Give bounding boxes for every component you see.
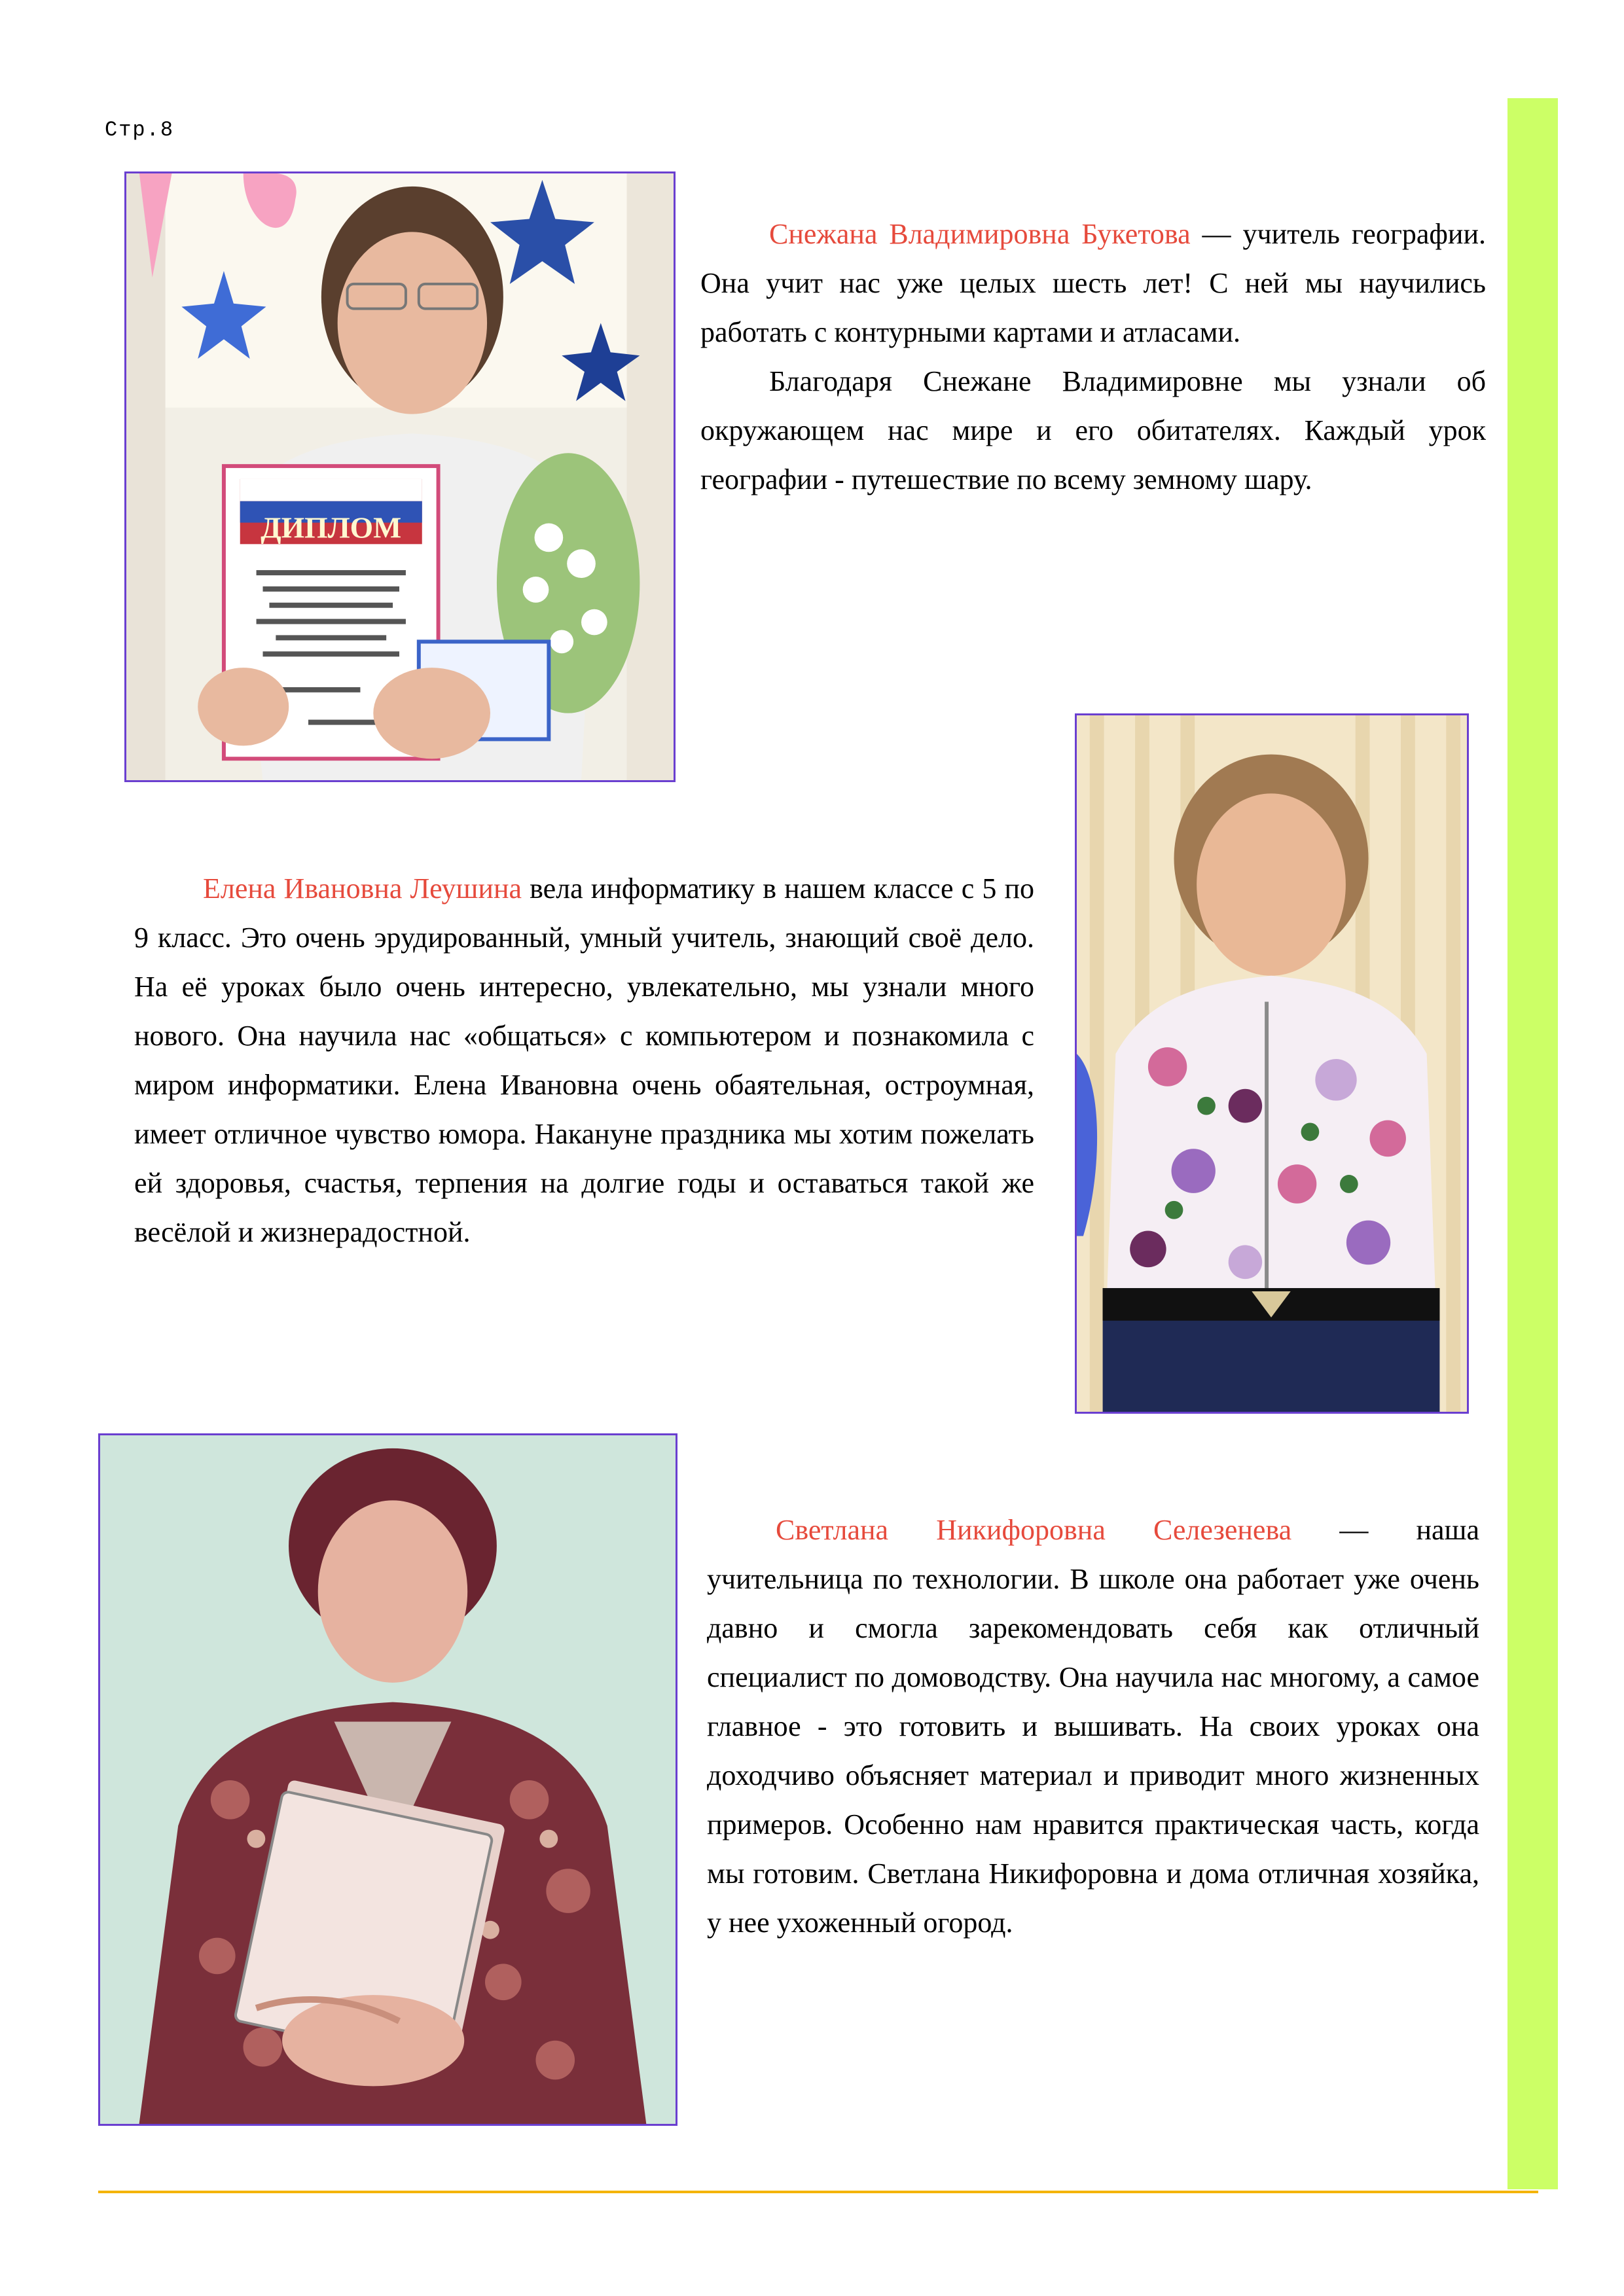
article-buketova	[700, 209, 1486, 504]
floral-blouse-portrait-icon	[1077, 715, 1467, 1412]
article-selezeneva	[707, 1505, 1479, 1947]
article-buketova-paragraph-1: Снежана Владимировна Букетова — учитель географии. Она учит нас уже целых шесть лет! С ней мы научились работать с контурными картами и атласами.	[700, 218, 1486, 348]
teacher-photo-3	[98, 1433, 677, 2126]
bottom-divider	[98, 2191, 1538, 2193]
diploma-portrait-icon	[126, 173, 674, 780]
article-leushina-paragraph-1: Елена Ивановна Леушина вела информатику в нашем классе с 5 по 9 класс. Это очень эрудированный, умный учитель, знающий своё дело. На её уроках было очень интересно, увлекательно, мы узнали много нового. Она научила нас «общаться» с компьютером и познакомила с миром информатики. Елена Ивановна очень обаятельная, остроумная, имеет отличное чувство юмора. Накануне праздника мы хотим пожелать ей здоровья, счастья, терпения на долгие годы и оставаться такой же весёлой и жизнерадостной.	[134, 872, 1034, 1248]
teacher-photo-1	[124, 171, 676, 782]
side-color-bar	[1507, 98, 1558, 2189]
article-selezeneva-paragraph-1: Светлана Никифоровна Селезенева — наша учительница по технологии. В школе она работает уже очень давно и смогла зарекомендовать себя как отличный специалист по домоводству. Она научила нас многому, а самое главное - это готовить и вышивать. На своих уроках она доходчиво объясняет материал и приводит много жизненных примеров. Особенно нам нравится практическая часть, когда мы готовим. Светлана Никифоровна и дома отличная хозяйка, у нее ухоженный огород.	[707, 1514, 1479, 1939]
article-buketova-paragraph-2: Благодаря Снежане Владимировне мы узнали об окружающем нас мире и его обитателях. Каждый урок географии - путешествие по всему земному шару.	[700, 365, 1486, 495]
teacher-name: Елена Ивановна Леушина	[203, 872, 522, 905]
teacher-photo-2	[1075, 713, 1469, 1414]
teacher-name: Снежана Владимировна Букетова	[769, 218, 1191, 250]
article-leushina	[134, 864, 1034, 1257]
page-number: Стр.8	[105, 118, 175, 142]
shawl-portrait-icon	[100, 1435, 676, 2124]
diploma-text: ДИПЛОМ	[261, 511, 402, 545]
teacher-name: Светлана Никифоровна Селезенева	[776, 1514, 1292, 1546]
